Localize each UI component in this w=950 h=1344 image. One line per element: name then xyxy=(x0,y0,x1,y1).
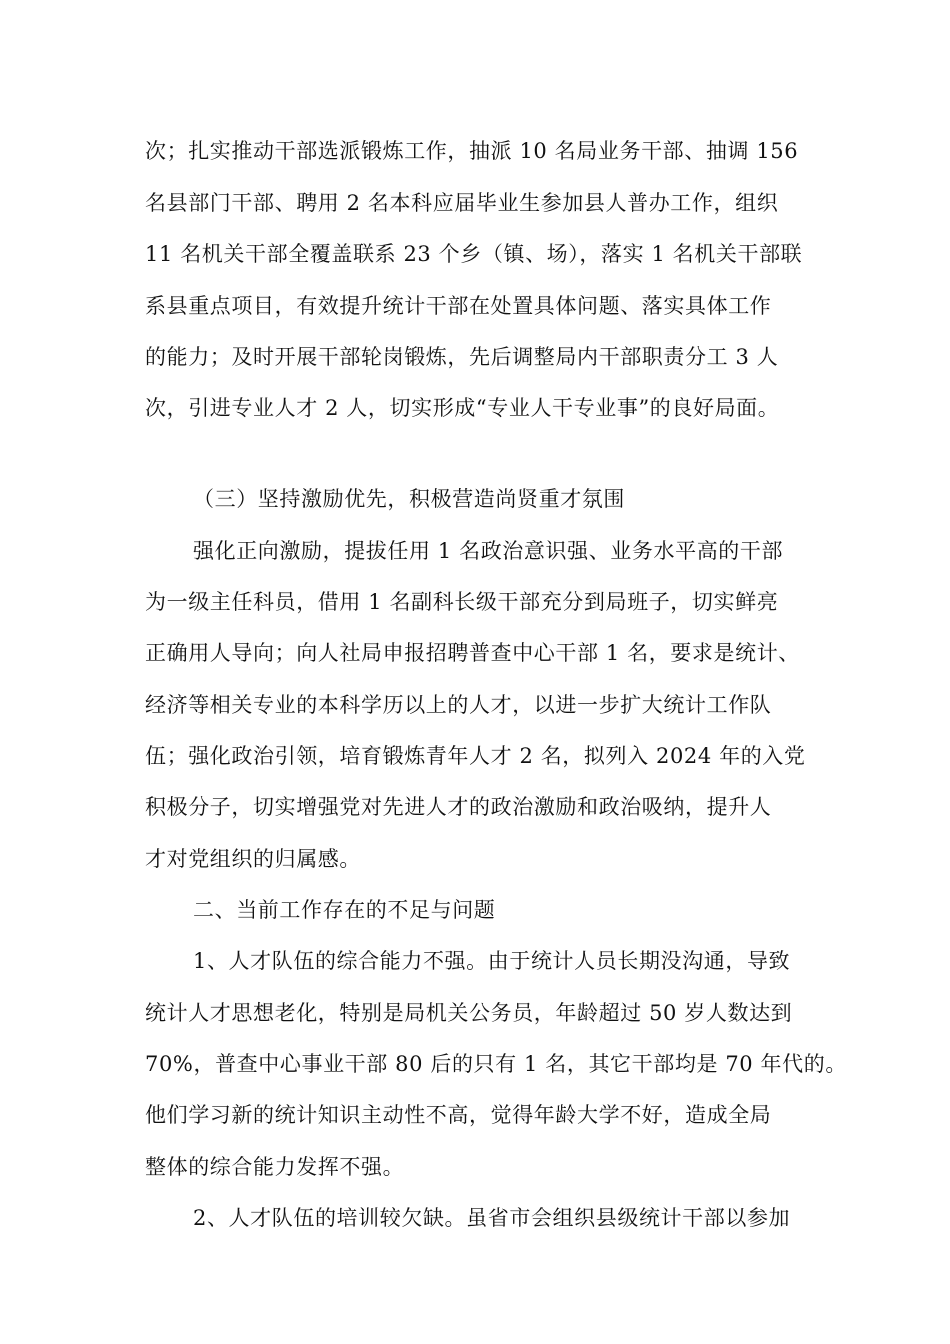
paragraph-4-line-1: 2、人才队伍的培训较欠缺。虽省市会组织县级统计干部以参加 xyxy=(193,1206,791,1230)
paragraph-1-line-5: 的能力；及时开展干部轮岗锻炼，先后调整局内干部职责分工 3 人 xyxy=(145,345,779,369)
paragraph-1-line-6: 次，引进专业人才 2 人，切实形成“专业人干专业事”的良好局面。 xyxy=(145,396,780,420)
paragraph-2-line-2: 为一级主任科员，借用 1 名副科长级干部充分到局班子，切实鲜亮 xyxy=(145,590,779,614)
paragraph-2-line-3: 正确用人导向；向人社局申报招聘普查中心干部 1 名，要求是统计、 xyxy=(145,641,800,665)
paragraph-3-line-2: 统计人才思想老化，特别是局机关公务员，年龄超过 50 岁人数达到 xyxy=(145,1001,793,1025)
paragraph-2-line-6: 积极分子，切实增强党对先进人才的政治激励和政治吸纳，提升人 xyxy=(145,795,772,819)
paragraph-2-line-1: 强化正向激励，提拔任用 1 名政治意识强、业务水平高的干部 xyxy=(193,539,784,563)
paragraph-1-line-4: 系县重点项目，有效提升统计干部在处置具体问题、落实具体工作 xyxy=(145,294,772,318)
paragraph-3-line-5: 整体的综合能力发挥不强。 xyxy=(145,1155,405,1179)
paragraph-3-line-4: 他们学习新的统计知识主动性不高，觉得年龄大学不好，造成全局 xyxy=(145,1103,772,1127)
paragraph-3-line-1: 1、人才队伍的综合能力不强。由于统计人员长期没沟通，导致 xyxy=(193,949,791,973)
paragraph-2-line-7: 才对党组织的归属感。 xyxy=(145,847,361,871)
section-2-heading: 二、当前工作存在的不足与问题 xyxy=(193,898,496,922)
paragraph-3-line-3: 70%，普查中心事业干部 80 后的只有 1 名，其它干部均是 70 年代的。 xyxy=(145,1052,847,1076)
section-3-heading: （三）坚持激励优先，积极营造尚贤重才氛围 xyxy=(193,487,625,511)
paragraph-1-line-1: 次；扎实推动干部选派锻炼工作，抽派 10 名局业务干部、抽调 156 xyxy=(145,139,799,163)
paragraph-1-line-3: 11 名机关干部全覆盖联系 23 个乡（镇、场），落实 1 名机关干部联 xyxy=(145,242,803,266)
paragraph-2-line-4: 经济等相关专业的本科学历以上的人才，以进一步扩大统计工作队 xyxy=(145,693,772,717)
paragraph-1-line-2: 名县部门干部、聘用 2 名本科应届毕业生参加县人普办工作，组织 xyxy=(145,191,779,215)
paragraph-2-line-5: 伍；强化政治引领，培育锻炼青年人才 2 名，拟列入 2024 年的入党 xyxy=(145,744,806,768)
